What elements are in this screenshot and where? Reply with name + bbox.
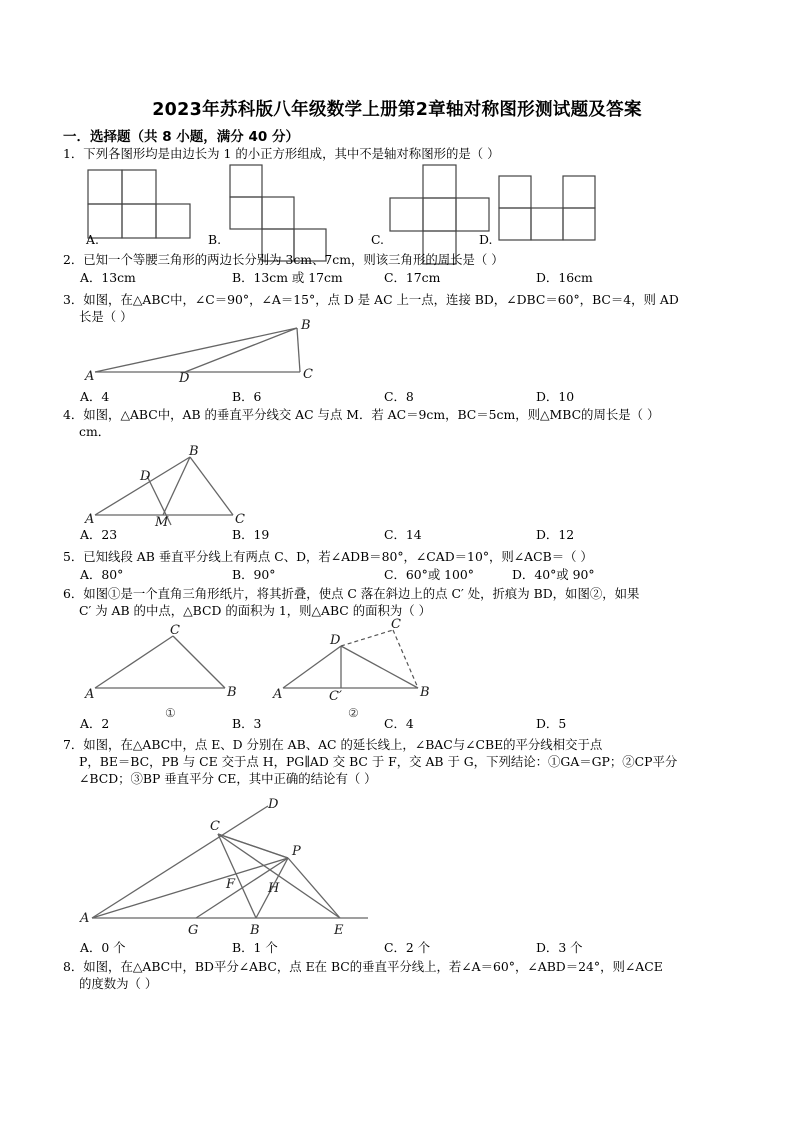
q6-fig1-point-B: B [227, 685, 237, 700]
question-2-option-b[interactable]: B．13cm 或 17cm [232, 270, 343, 285]
question-6-caption-1: ① [165, 706, 176, 720]
question-6-option-b[interactable]: B．3 [232, 716, 262, 731]
question-7-text: 7．如图，在△ABC中，点 E、D 分别在 AB、AC 的延长线上，∠BAC与∠CBE的平分线相交于点 P，BE＝BC，PB 与 CE 交于点 H，PG∥AD 交 BC 于 F，交 AB 于 G，下列结论：①GA＝GP；②CP平分 ∠BCD；③BP 垂直平分 CE，其中正确的结论有（ ） [63, 737, 678, 786]
question-6-figure-2 [273, 617, 463, 704]
question-3-option-c[interactable]: C．8 [384, 389, 414, 404]
question-5-option-c[interactable]: C．60°或 100° [384, 567, 475, 582]
question-5-option-d[interactable]: D．40°或 90° [512, 567, 595, 582]
q6-fig1-point-C: C [170, 623, 180, 638]
q6-fig2-point-D: D [330, 633, 341, 648]
q7-point-E: E [334, 923, 344, 938]
q7-point-H: H [268, 881, 280, 896]
question-1-figure-a [86, 168, 196, 240]
q7-point-P: P [292, 844, 301, 859]
q4-point-A: A [85, 512, 95, 527]
question-7-option-c[interactable]: C．2 个 [384, 940, 431, 955]
question-6-text: 6．如图①是一个直角三角形纸片，将其折叠，使点 C 落在斜边上的点 C′ 处，折痕为 BD，如图②，如果 C′ 为 AB 的中点，△BCD 的面积为 1，则△ABC 的面积为（ ） [63, 586, 640, 618]
q7-point-D: D [268, 797, 279, 812]
question-6-option-a[interactable]: A．2 [80, 716, 110, 731]
question-4-option-b[interactable]: B．19 [232, 527, 270, 542]
question-7-option-a[interactable]: A．0 个 [80, 940, 126, 955]
question-5-option-a[interactable]: A．80° [80, 567, 124, 582]
q7-point-C: C [210, 819, 220, 834]
question-6-figure-1 [85, 623, 265, 704]
question-2-option-a[interactable]: A．13cm [80, 270, 136, 285]
question-4-option-a[interactable]: A．23 [80, 527, 118, 542]
question-2-option-d[interactable]: D．16cm [536, 270, 593, 285]
question-5-option-b[interactable]: B．90° [232, 567, 276, 582]
question-4-option-c[interactable]: C．14 [384, 527, 422, 542]
question-4-figure [85, 443, 295, 528]
question-7-option-d[interactable]: D．3 个 [536, 940, 583, 955]
q4-point-C: C [235, 512, 245, 527]
question-1-text: 1．下列各图形均是由边长为 1 的小正方形组成，其中不是轴对称图形的是（ ） [63, 146, 500, 161]
question-4-text: 4．如图，△ABC中，AB 的垂直平分线交 AC 与点 M．若 AC＝9cm，BC＝5cm，则△MBC的周长是（ ） cm． [63, 407, 660, 439]
question-5-text: 5．已知线段 AB 垂直平分线上有两点 C、D，若∠ADB＝80°，∠CAD＝10°，则∠ACB＝（ ） [63, 549, 593, 564]
section-heading: 一．选择题（共 8 小题，满分 40 分） [63, 129, 299, 145]
q6-fig1-point-A: A [85, 687, 95, 702]
question-1-label-c: C. [371, 232, 384, 247]
q7-point-A: A [80, 911, 90, 926]
question-6-caption-2: ② [348, 706, 359, 720]
q6-fig2-point-Cprime: C′ [329, 689, 342, 704]
question-1-figure-d [497, 174, 607, 246]
question-3-option-a[interactable]: A．4 [80, 389, 110, 404]
question-4-option-d[interactable]: D．12 [536, 527, 575, 542]
q7-point-F: F [226, 877, 236, 892]
q6-fig2-point-B: B [420, 685, 430, 700]
question-3-text: 3．如图，在△ABC中，∠C＝90°，∠A＝15°，点 D 是 AC 上一点，连接 BD，∠DBC＝60°，BC＝4，则 AD 长是（ ） [63, 292, 679, 324]
q6-fig2-point-C: C [391, 617, 401, 632]
q4-point-D: D [140, 469, 151, 484]
q7-point-G: G [188, 923, 199, 938]
q3-point-B: B [301, 318, 311, 333]
question-6-option-c[interactable]: C．4 [384, 716, 414, 731]
question-7-option-b[interactable]: B．1 个 [232, 940, 278, 955]
q3-point-A: A [85, 369, 95, 384]
q6-fig2-point-A: A [273, 687, 283, 702]
q3-point-D: D [179, 371, 190, 386]
question-7-figure [78, 797, 478, 942]
question-3-option-d[interactable]: D．10 [536, 389, 575, 404]
question-3-option-b[interactable]: B．6 [232, 389, 262, 404]
question-6-option-d[interactable]: D．5 [536, 716, 567, 731]
page-title: 2023年苏科版八年级数学上册第2章轴对称图形测试题及答案 [152, 100, 642, 120]
q4-point-M: M [155, 515, 169, 530]
question-2-option-c[interactable]: C．17cm [384, 270, 441, 285]
q4-point-B: B [189, 444, 199, 459]
q7-point-B: B [250, 923, 260, 938]
question-1-label-a: A. [86, 232, 99, 247]
question-8-text: 8．如图，在△ABC中，BD平分∠ABC，点 E在 BC的垂直平分线上，若∠A＝60°，∠ABD＝24°，则∠ACE 的度数为（ ） [63, 959, 663, 991]
q3-point-C: C [303, 367, 313, 382]
question-3-figure [85, 318, 335, 386]
question-1-label-b: B. [208, 232, 222, 247]
question-2-text: 2．已知一个等腰三角形的两边长分别为 3cm、7cm，则该三角形的周长是（ ） [63, 252, 504, 267]
question-1-label-d: D. [479, 232, 493, 247]
